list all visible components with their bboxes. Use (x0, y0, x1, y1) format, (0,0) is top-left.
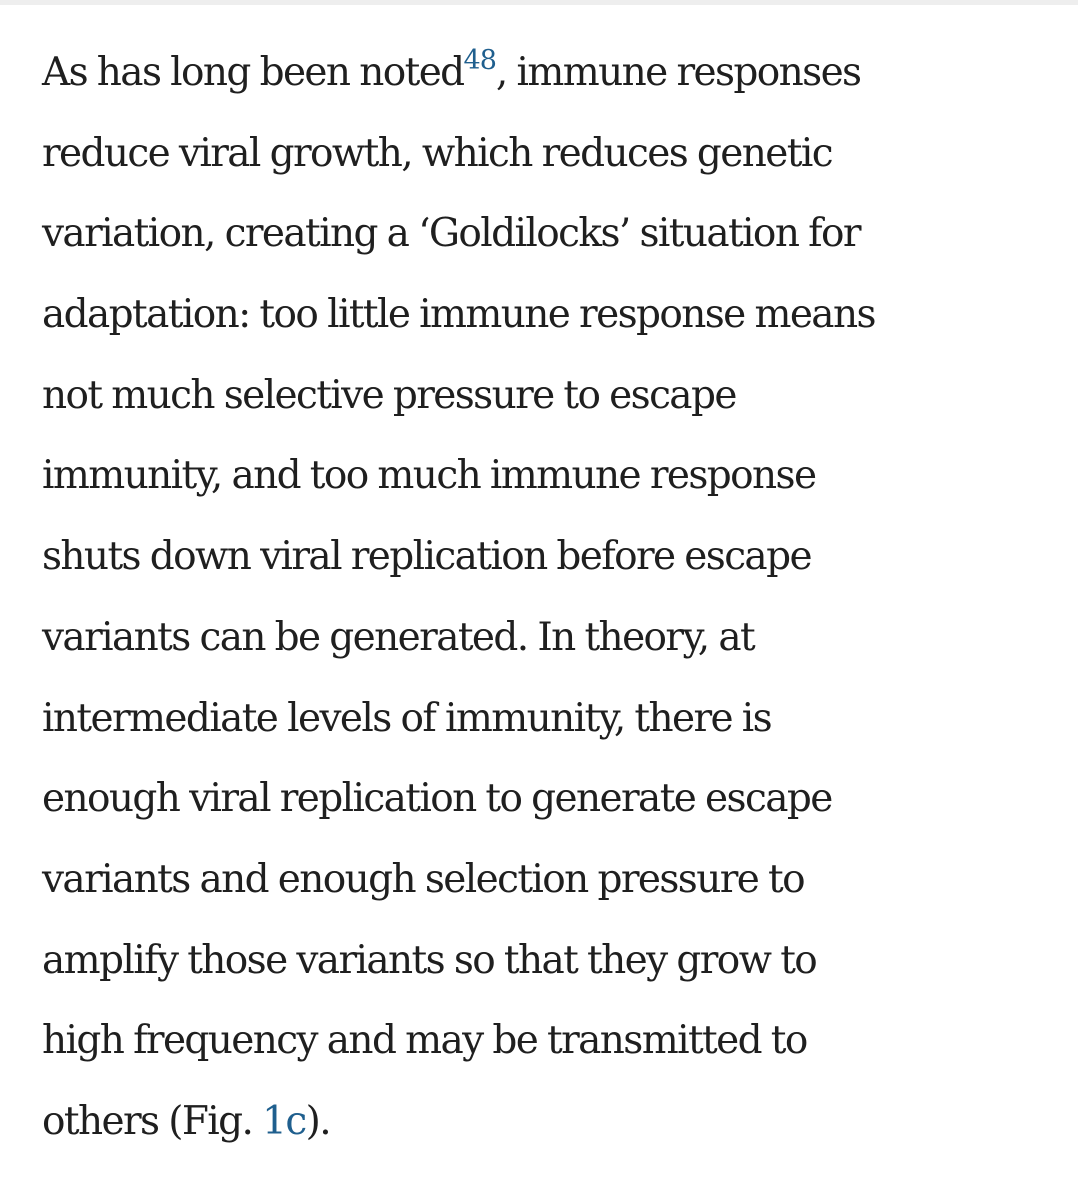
text-line: enough viral replication to generate escape (42, 776, 832, 822)
text-line: adaptation: too little immune response means (42, 292, 875, 338)
text-line: amplify those variants so that they grow to (42, 937, 817, 983)
figure-link-1c[interactable]: 1c (262, 1098, 306, 1144)
text-line: not much selective pressure to escape (42, 372, 736, 418)
body-paragraph (42, 33, 1052, 1163)
text-line: high frequency and may be transmitted to (42, 1018, 807, 1064)
text-line: intermediate levels of immunity, there is (42, 695, 772, 741)
text-line: variation, creating a ‘Goldilocks’ situation for (42, 211, 860, 257)
text-line: immunity, and too much immune response (42, 453, 816, 499)
text-segment: , immune responses (495, 50, 861, 95)
text-line (42, 1082, 1052, 1163)
text-line: shuts down viral replication before escape (42, 534, 811, 580)
text-line: variants and enough selection pressure to (42, 856, 804, 902)
reference-link-48[interactable]: 48 (463, 45, 496, 76)
text-line (42, 33, 1052, 114)
text-segment: As has long been noted (42, 50, 464, 95)
text-line: variants can be generated. In theory, at (42, 614, 755, 660)
text-line: reduce viral growth, which reduces genetic (42, 130, 832, 176)
text-segment: others (Fig. (42, 1098, 263, 1144)
text-segment: ). (305, 1098, 331, 1144)
